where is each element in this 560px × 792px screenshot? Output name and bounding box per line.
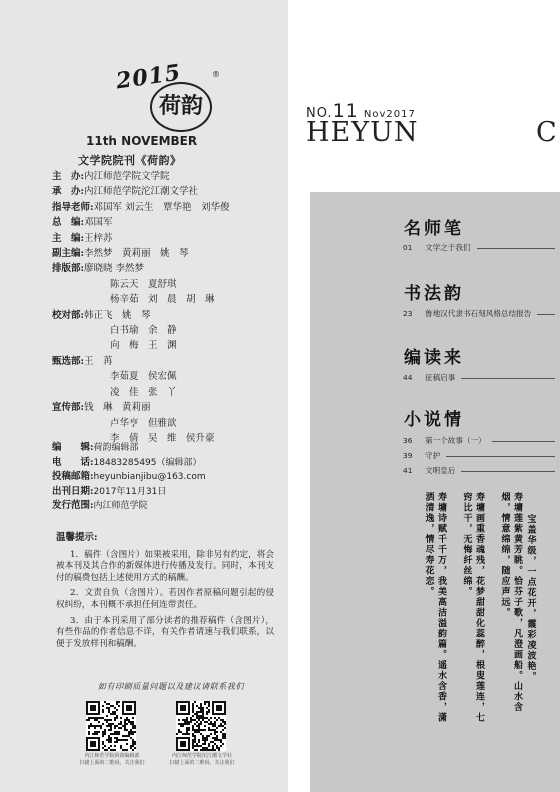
staff-role: 主 编: bbox=[52, 232, 85, 244]
poem-column: 寿墉画重香魂残，花梦甜甜化蕊醉，根叟莲连，七窍比干，无悔纤丝绵。 bbox=[461, 492, 484, 723]
staff-role: 副主编: bbox=[52, 248, 85, 260]
staff-names: 杨辛茹 刘 晨 胡 琳 bbox=[110, 294, 215, 306]
toc-entry[interactable] bbox=[403, 372, 555, 383]
toc-title: 征稿启事 bbox=[425, 373, 456, 382]
staff-row bbox=[52, 308, 284, 323]
staff-role: 排版部: bbox=[52, 263, 85, 275]
info-value: 18483285495（编辑部） bbox=[93, 457, 202, 468]
toc-page: 36 bbox=[403, 436, 413, 445]
staff-row bbox=[52, 277, 284, 292]
staff-row bbox=[52, 323, 284, 338]
info-row bbox=[52, 485, 284, 500]
staff-names: 内江师范学院文学院 bbox=[84, 171, 170, 182]
info-row bbox=[52, 456, 284, 471]
staff-role: 宣传部: bbox=[52, 402, 85, 414]
staff-role: 承 办: bbox=[52, 186, 85, 198]
toc-entry[interactable] bbox=[403, 435, 555, 446]
qr-label-line: 扫描上面的二维码，关注我们 bbox=[79, 759, 145, 766]
staff-names: 钱 琳 黄莉丽 bbox=[84, 402, 151, 414]
staff-names: 李茹夏 侯宏佩 bbox=[110, 371, 177, 383]
toc-page: 23 bbox=[403, 309, 413, 318]
staff-names: 王梓苏 bbox=[84, 232, 113, 244]
toc-leader bbox=[537, 314, 555, 315]
qr-label-club bbox=[156, 753, 248, 766]
staff-row bbox=[52, 231, 284, 246]
staff-names: 邓国军 刘云生 覃华艳 刘华俊 bbox=[93, 201, 230, 213]
info-value[interactable]: heyunbianjibu@163.com bbox=[93, 472, 206, 482]
staff-row bbox=[52, 400, 284, 415]
toc-entry[interactable] bbox=[403, 465, 555, 476]
section-title: 小说情 bbox=[404, 410, 464, 430]
info-value: 荷韵编辑部 bbox=[93, 443, 139, 453]
toc-entry[interactable] bbox=[403, 308, 555, 319]
issue-label: 11th NOVEMBER bbox=[86, 134, 198, 148]
notice-block bbox=[56, 532, 274, 654]
staff-row bbox=[52, 184, 284, 199]
toc-title: 第一个故事（一） bbox=[425, 436, 486, 445]
logo-year: 2015 bbox=[114, 59, 183, 95]
staff-role: 总 编: bbox=[52, 217, 85, 229]
toc-leader bbox=[461, 471, 555, 472]
staff-row bbox=[52, 338, 284, 353]
staff-names: 内江师范学院沱江潮文学社 bbox=[84, 186, 199, 198]
staff-role: 校对部: bbox=[52, 309, 85, 321]
staff-list bbox=[52, 169, 284, 446]
toc-title: 文眀皇后 bbox=[425, 466, 456, 475]
toc-title: 守护 bbox=[425, 451, 441, 460]
toc-leader bbox=[492, 441, 555, 442]
info-value: 内江师范学院 bbox=[93, 501, 148, 511]
number-month: Nov2017 bbox=[363, 109, 416, 120]
staff-row bbox=[52, 369, 284, 384]
staff-row bbox=[52, 200, 284, 215]
info-label: 出刊日期: bbox=[52, 485, 94, 497]
staff-names: 韩正飞 姚 琴 bbox=[84, 309, 151, 321]
staff-row bbox=[52, 246, 284, 261]
info-row bbox=[52, 441, 284, 456]
notice-item: 2．文责自负（含图片）。若因作者原稿问题引起的侵权纠纷，本刊概不承担任何连带责任。 bbox=[56, 588, 274, 610]
staff-names: 邓国军 bbox=[84, 217, 113, 229]
qr-code-literature-club[interactable] bbox=[176, 701, 226, 751]
heyun-logo bbox=[108, 60, 218, 132]
toc-title: 文学之于我们 bbox=[425, 243, 471, 252]
toc-leader bbox=[461, 378, 555, 379]
notice-item: 3．由于本刊采用了部分读者的推荐稿件（含图片），有些作品的作者信息不详，有关作者请速与我们联系，以便于发放样刊和稿酬。 bbox=[56, 615, 274, 649]
staff-names: 向 梅 王 渊 bbox=[110, 340, 177, 352]
brand-name: HEYUN bbox=[306, 117, 419, 148]
staff-row bbox=[52, 261, 284, 276]
logo-name: 荷韵 bbox=[150, 82, 212, 132]
staff-names: 李 倩 吴 维 侯升豪 bbox=[110, 432, 215, 444]
toc-page: 39 bbox=[403, 451, 413, 460]
qr-label-line: 内江师范学院荷韵编辑部 bbox=[84, 753, 140, 759]
journal-title: 文学院院刊《荷韵》 bbox=[78, 154, 182, 167]
info-label: 发行范围: bbox=[52, 500, 94, 511]
toc-title: 鲁地汉代隶书石刻风格总结报告 bbox=[425, 309, 532, 318]
poem-column: 寿墉诗赋千千万，我美高洁溢韵篇。遥水含香，潇洒清逸，情尽寿花恋。 bbox=[423, 492, 446, 723]
toc-entry[interactable] bbox=[403, 242, 555, 253]
staff-role: 主 办: bbox=[52, 171, 85, 182]
qr-caption: 如有印刷质量问题以及建议请联系我们 bbox=[97, 682, 245, 691]
staff-names: 凌 佳 张 丫 bbox=[110, 386, 177, 398]
toc-page: 01 bbox=[403, 243, 413, 252]
toc-page: 41 bbox=[403, 466, 413, 475]
staff-row bbox=[52, 385, 284, 400]
qr-code-editorial[interactable] bbox=[86, 701, 136, 751]
notice-title: 温馨提示: bbox=[56, 532, 98, 543]
section-title: 编读来 bbox=[404, 348, 464, 368]
poem-column: 宝盖华级，一点花开，霞彩凌波艳。 bbox=[525, 514, 536, 682]
info-value: 2017年11月31日 bbox=[93, 486, 167, 497]
staff-names: 李然梦 黄莉丽 姚 琴 bbox=[84, 248, 189, 260]
toc-entry[interactable] bbox=[403, 450, 555, 461]
qr-label-line: 内江师范学院沱江潮文学社 bbox=[171, 753, 232, 759]
info-row bbox=[52, 470, 284, 485]
staff-row bbox=[52, 169, 284, 184]
toc-leader bbox=[446, 456, 555, 457]
toc-page: 44 bbox=[403, 373, 413, 382]
staff-row bbox=[52, 416, 284, 431]
qr-label-editorial bbox=[66, 753, 158, 766]
info-label: 投稿邮箱: bbox=[52, 471, 94, 482]
number-prefix: NO. bbox=[306, 106, 333, 121]
staff-row bbox=[52, 354, 284, 369]
staff-role: 甄选部: bbox=[52, 355, 85, 367]
staff-names: 廖晓晓 李然梦 bbox=[84, 263, 145, 275]
section-title: 书法韵 bbox=[404, 284, 464, 304]
qr-section bbox=[74, 681, 268, 766]
staff-names: 王 苒 bbox=[84, 355, 113, 367]
contents-mark: C bbox=[536, 117, 557, 148]
contact-info bbox=[52, 441, 284, 514]
section-title: 名师笔 bbox=[404, 219, 464, 239]
info-row bbox=[52, 499, 284, 514]
poem-column: 寿墉莲紫黄芳眺。恰芬子歌，凡澄画船。山水含烟，情意绵绵，随应声远。 bbox=[499, 492, 522, 713]
staff-names: 陈云天 夏舒琪 bbox=[110, 278, 177, 290]
qr-label-line: 扫描上面的二维码，关注我们 bbox=[169, 759, 235, 766]
registered-mark: ® bbox=[212, 70, 220, 79]
info-label: 电 话: bbox=[52, 456, 94, 468]
number-value: 11 bbox=[332, 100, 359, 122]
notice-item: 1．稿件（含图片）如果被采用，除非另有约定，将会被本刊及其合作的新媒体进行传播及发行。同时，本刊支付的稿费包括上述使用方式的稿酬。 bbox=[56, 549, 274, 583]
staff-names: 白书瑜 余 静 bbox=[110, 325, 177, 337]
toc-leader bbox=[477, 248, 555, 249]
staff-role: 指导老师: bbox=[52, 201, 94, 213]
staff-row bbox=[52, 215, 284, 230]
staff-row bbox=[52, 292, 284, 307]
info-label: 编 辑: bbox=[52, 442, 94, 453]
staff-names: 卢华亨 但雅歆 bbox=[110, 417, 177, 429]
